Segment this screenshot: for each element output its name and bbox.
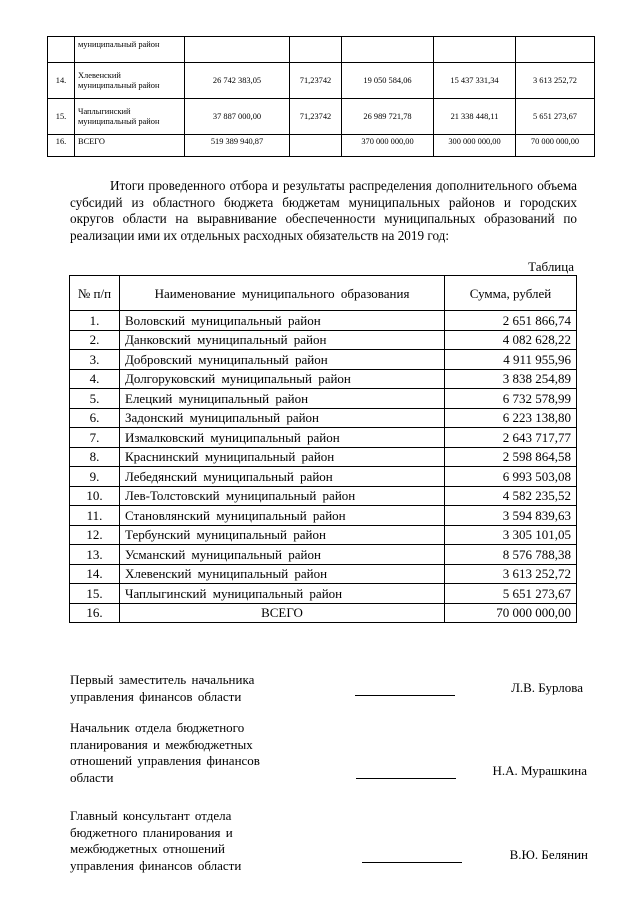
table-row [48, 99, 595, 135]
row-cell: 300 000 000,00 [434, 135, 516, 157]
signatory-title [70, 808, 330, 874]
signatory-title-line: Главный консультант отдела [70, 808, 232, 823]
row-name: Елецкий муниципальный район [120, 389, 445, 409]
row-sum: 3 305 101,05 [445, 525, 577, 545]
table-row [70, 330, 577, 350]
row-name: Добровский муниципальный район [120, 350, 445, 370]
signatory-name: Л.В. Бурлова [511, 680, 583, 695]
row-name: Данковский муниципальный район [120, 330, 445, 350]
signatory-title-line: отношений управления финансов [70, 753, 260, 768]
signatory-title-line: Первый заместитель начальника [70, 672, 255, 687]
row-name: Измалковский муниципальный район [120, 428, 445, 448]
signature-line [355, 695, 455, 696]
table-row [70, 389, 577, 409]
row-sum: 3 838 254,89 [445, 369, 577, 389]
row-sum: 3 613 252,72 [445, 564, 577, 584]
row-number: 14. [48, 63, 75, 99]
row-sum: 8 576 788,38 [445, 545, 577, 565]
row-sum: 3 594 839,63 [445, 506, 577, 526]
row-sum: 6 993 503,08 [445, 467, 577, 487]
table-row [70, 564, 577, 584]
row-name: Краснинский муниципальный район [120, 447, 445, 467]
row-cell [516, 37, 595, 63]
row-cell: 71,23742 [290, 99, 342, 135]
signature-line [362, 862, 462, 863]
row-sum: 4 911 955,96 [445, 350, 577, 370]
signature-line [356, 778, 456, 779]
row-cell: 3 613 252,72 [516, 63, 595, 99]
table-header-row [70, 276, 577, 311]
row-number: 9. [70, 467, 120, 487]
table-row [70, 486, 577, 506]
table-row [70, 545, 577, 565]
signatory-title-line: бюджетного планирования и [70, 824, 233, 840]
header-sum: Сумма, рублей [445, 276, 577, 311]
row-name: Усманский муниципальный район [120, 545, 445, 565]
row-cell [290, 135, 342, 157]
row-number: 11. [70, 506, 120, 526]
row-number: 8. [70, 447, 120, 467]
row-sum: 6 732 578,99 [445, 389, 577, 409]
row-name: Хлевенский муниципальный район [120, 564, 445, 584]
signatory-name: Н.А. Мурашкина [492, 763, 587, 778]
row-sum: 6 223 138,80 [445, 408, 577, 428]
row-sum: 2 598 864,58 [445, 447, 577, 467]
row-name: ВСЕГО [75, 135, 185, 157]
table-row [70, 369, 577, 389]
row-sum: 70 000 000,00 [445, 603, 577, 623]
table-caption: Таблица [528, 259, 574, 274]
row-number: 16. [48, 135, 75, 157]
row-name: Воловский муниципальный район [120, 311, 445, 331]
row-cell [342, 37, 434, 63]
row-name: муниципальный район [75, 37, 185, 63]
row-number [48, 37, 75, 63]
header-name: Наименование муниципального образования [120, 276, 445, 311]
row-number: 15. [70, 584, 120, 604]
header-number: № п/п [70, 276, 120, 311]
signatory-name: В.Ю. Белянин [509, 847, 588, 862]
signatory-title-line: Начальник отдела бюджетного [70, 720, 245, 735]
row-cell [434, 37, 516, 63]
row-sum: 2 651 866,74 [445, 311, 577, 331]
row-name: Чаплыгинский муниципальный район [75, 99, 185, 135]
signatory-title-line: межбюджетных отношений [70, 841, 225, 856]
signatory-title [70, 720, 330, 786]
row-number: 14. [70, 564, 120, 584]
row-name: Лебедянский муниципальный район [120, 467, 445, 487]
row-number: 3. [70, 350, 120, 370]
row-name: Тербунский муниципальный район [120, 525, 445, 545]
row-sum: 2 643 717,77 [445, 428, 577, 448]
row-number: 2. [70, 330, 120, 350]
row-name: Хлевенский муниципальный район [75, 63, 185, 99]
table-row [70, 584, 577, 604]
row-cell [290, 37, 342, 63]
row-cell: 71,23742 [290, 63, 342, 99]
row-number: 15. [48, 99, 75, 135]
row-name: Долгоруковский муниципальный район [120, 369, 445, 389]
row-name: Становлянский муниципальный район [120, 506, 445, 526]
table-row [70, 506, 577, 526]
signatory-title [70, 672, 330, 705]
row-cell: 26 989 721,78 [342, 99, 434, 135]
row-number: 12. [70, 525, 120, 545]
row-number: 7. [70, 428, 120, 448]
table-total-row [70, 603, 577, 623]
row-cell: 19 050 584,06 [342, 63, 434, 99]
subsidy-distribution-table [69, 275, 577, 623]
row-name: ВСЕГО [120, 603, 445, 623]
row-cell: 26 742 383,05 [185, 63, 290, 99]
row-name: Лев-Толстовский муниципальный район [120, 486, 445, 506]
row-number: 4. [70, 369, 120, 389]
signatory-title-line: управления финансов области [70, 857, 242, 873]
signatory-title-line: управления финансов области [70, 688, 242, 704]
intro-paragraph: Итоги проведенного отбора и результаты распределения дополнительного объема субсидий из областного бюджета бюджетам муниципальных районов и городских округов области на выравнивание обеспеченности муниципальных образований по реализации ими их отдельных расходных обязательств на 2019 год: [70, 178, 577, 243]
row-cell: 15 437 331,34 [434, 63, 516, 99]
row-number: 1. [70, 311, 120, 331]
table-row [70, 447, 577, 467]
row-name: Задонский муниципальный район [120, 408, 445, 428]
row-number: 13. [70, 545, 120, 565]
row-number: 6. [70, 408, 120, 428]
row-name: Чаплыгинский муниципальный район [120, 584, 445, 604]
row-cell: 70 000 000,00 [516, 135, 595, 157]
row-cell: 370 000 000,00 [342, 135, 434, 157]
table-row [70, 311, 577, 331]
table-row [70, 467, 577, 487]
row-sum: 4 582 235,52 [445, 486, 577, 506]
table-row [48, 135, 595, 157]
signatory-title-line: планирования и межбюджетных [70, 736, 253, 752]
table-row [70, 428, 577, 448]
table-row [48, 37, 595, 63]
table-row [70, 525, 577, 545]
top-distribution-table [47, 36, 595, 157]
table-row [48, 63, 595, 99]
table-row [70, 350, 577, 370]
row-sum: 4 082 628,22 [445, 330, 577, 350]
row-cell: 5 651 273,67 [516, 99, 595, 135]
row-cell: 519 389 940,87 [185, 135, 290, 157]
row-number: 16. [70, 603, 120, 623]
row-cell [185, 37, 290, 63]
row-cell: 21 338 448,11 [434, 99, 516, 135]
table-row [70, 408, 577, 428]
row-sum: 5 651 273,67 [445, 584, 577, 604]
row-number: 5. [70, 389, 120, 409]
row-cell: 37 887 000,00 [185, 99, 290, 135]
row-number: 10. [70, 486, 120, 506]
signatory-title-line: области [70, 769, 114, 785]
